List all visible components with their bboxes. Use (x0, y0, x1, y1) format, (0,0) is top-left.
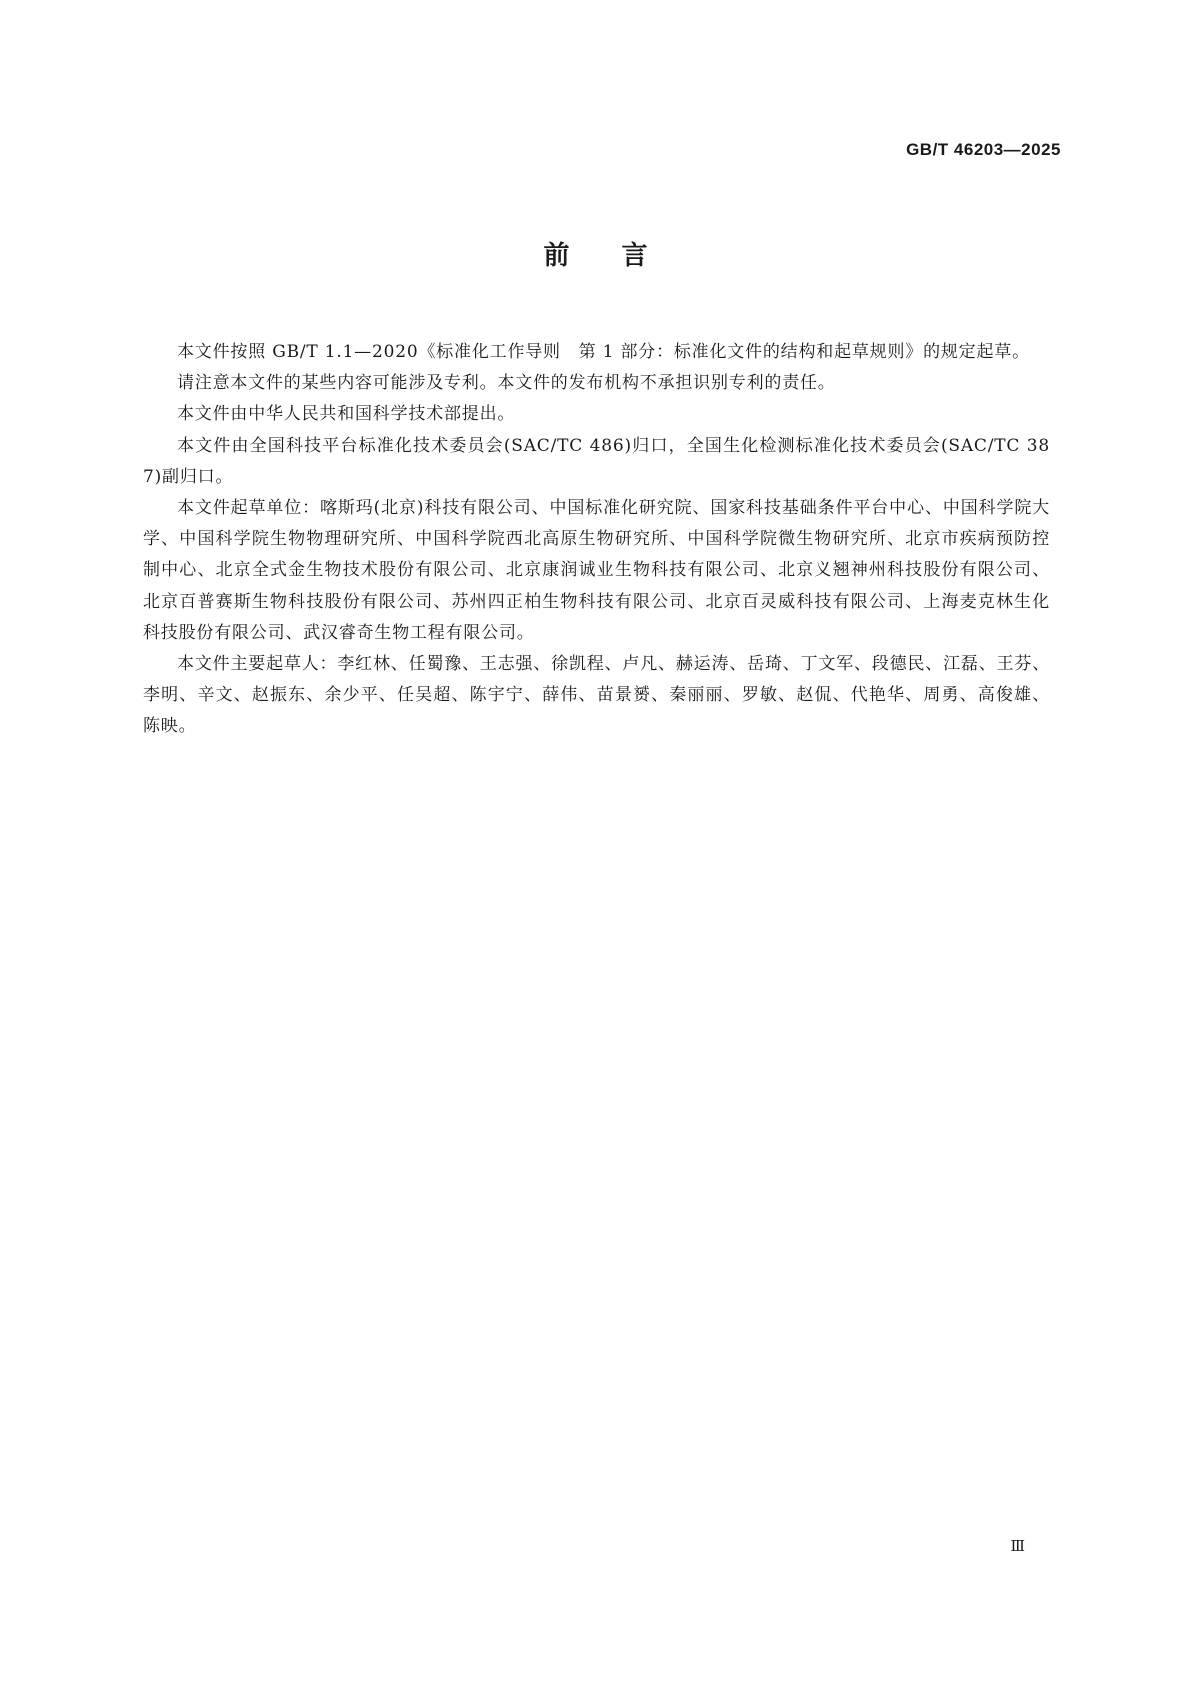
paragraph-drafters: 本文件主要起草人：李红林、任蜀豫、王志强、徐凯程、卢凡、赫运涛、岳琦、丁文军、段德民、江磊、王芬、李明、辛文、赵振东、余少平、任吴超、陈宇宁、薛伟、苗景赟、秦丽丽、罗敏、赵侃、代艳华、周勇、高俊雄、陈映。 (143, 654, 1050, 737)
paragraph-proposer: 本文件由中华人民共和国科学技术部提出。 (177, 404, 516, 425)
foreword-body (143, 337, 1050, 743)
page-title: 前言 (543, 241, 700, 271)
paragraph-drafting-rules: 本文件按照 GB/T 1.1—2020《标准化工作导则 第 1 部分：标准化文件的结构和起草规则》的规定起草。 (177, 342, 1030, 362)
paragraph-patent-notice: 请注意本文件的某些内容可能涉及专利。本文件的发布机构不承担识别专利的责任。 (177, 373, 836, 394)
paragraph-technical-committee: 本文件由全国科技平台标准化技术委员会(SAC/TC 486)归口，全国生化检测标准化技术委员会(SAC/TC 387)副归口。 (143, 435, 1050, 487)
standard-code: GB/T 46203—2025 (906, 140, 1061, 159)
page-number: Ⅲ (1010, 1537, 1025, 1555)
paragraph-drafting-units: 本文件起草单位：喀斯玛(北京)科技有限公司、中国标准化研究院、国家科技基础条件平台中心、中国科学院大学、中国科学院生物物理研究所、中国科学院西北高原生物研究所、中国科学院微生物研究所、北京市疾病预防控制中心、北京全式金生物技术股份有限公司、北京康润诚业生物科技有限公司、北京义翘神州科技股份有限公司、北京百普赛斯生物科技股份有限公司、苏州四正柏生物科技有限公司、北京百灵威科技有限公司、上海麦克林生化科技股份有限公司、武汉睿奇生物工程有限公司。 (143, 498, 1050, 643)
